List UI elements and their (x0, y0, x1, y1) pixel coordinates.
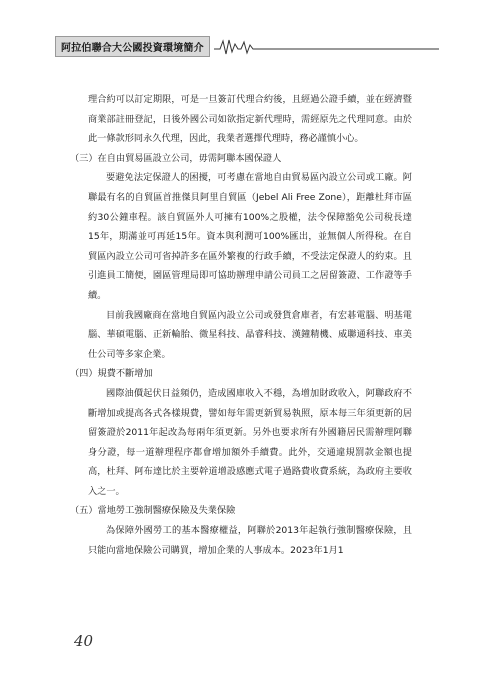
section-heading-free-zone: （三）在自由貿易區設立公司，毋需阿聯本國保證人 (70, 152, 282, 164)
document-body (70, 90, 412, 560)
paragraph-insurance: 為保障外國勞工的基本醫療權益，阿聯於2013年起執行強制醫療保險，且只能向當地保險公司購買，增加企業的人事成本。2023年1月1 (88, 525, 412, 556)
paragraph-taiwan-firms: 目前我國廠商在當地自貿區內設立公司或發貨倉庫者，有宏碁電腦、明基電腦、華碩電腦、正新輪胎、微星科技、晶睿科技、漢鐘精機、威聯通科技、車美仕公司等多家企業。 (88, 309, 412, 360)
paragraph-fees: 國際油價起伏日益頻仍，造成國庫收入不穩，為增加財政收入，阿聯政府不斷增加或提高各式各樣規費，譬如每年需更新貿易執照，原本每三年須更新的居留簽證於2011年起改為每兩年須更新。另外也要求所有外國籍居民需辦理阿聯身分證，每一道辦理程序都會增加額外手續費。此外，交通違規罰款金額也提高，杜拜、阿布達比於主要幹道增設感應式電子過路費收費系統，為政府主要收入之一。 (88, 387, 412, 497)
heartbeat-line-decoration (214, 37, 439, 57)
section-heading-fees: （四）規費不斷增加 (70, 368, 153, 380)
paragraph-free-zone: 要避免法定保證人的困擾，可考慮在當地自由貿易區內設立公司或工廠。阿聯最有名的自貿區首推傑貝阿里自貿區（Jebel Ali Free Zone），距離杜拜市區約30公鐘車程。該自貿區外人可擁有100%之股權，法令保障豁免公司稅長達15年，期滿並可再延15年。資本與利潤可100%匯出，並無個人所得稅。在自貿區內設立公司可省掉許多在區外繁複的行政手續，不受法定保證人的約束。且引進員工簡便，園區管理局即可協助辦理申請公司員工之居留簽證、工作證等手續。 (88, 172, 412, 301)
header-title: 阿拉伯聯合大公國投資環境簡介 (55, 36, 210, 57)
page-number: 40 (74, 632, 94, 650)
section-heading-insurance: （五）當地勞工強制醫療保險及失業保險 (70, 505, 236, 517)
page-header (55, 36, 439, 57)
paragraph-agency-contract: 理合約可以訂定期限，可是一旦簽訂代理合約後，且經過公證手續，並在經濟暨商業部註冊登記，日後外國公司如欲指定新代理時，需經原先之代理同意。由於此一條款形同永久代理，因此，我業者選擇代理時，務必謹慎小心。 (88, 94, 412, 145)
